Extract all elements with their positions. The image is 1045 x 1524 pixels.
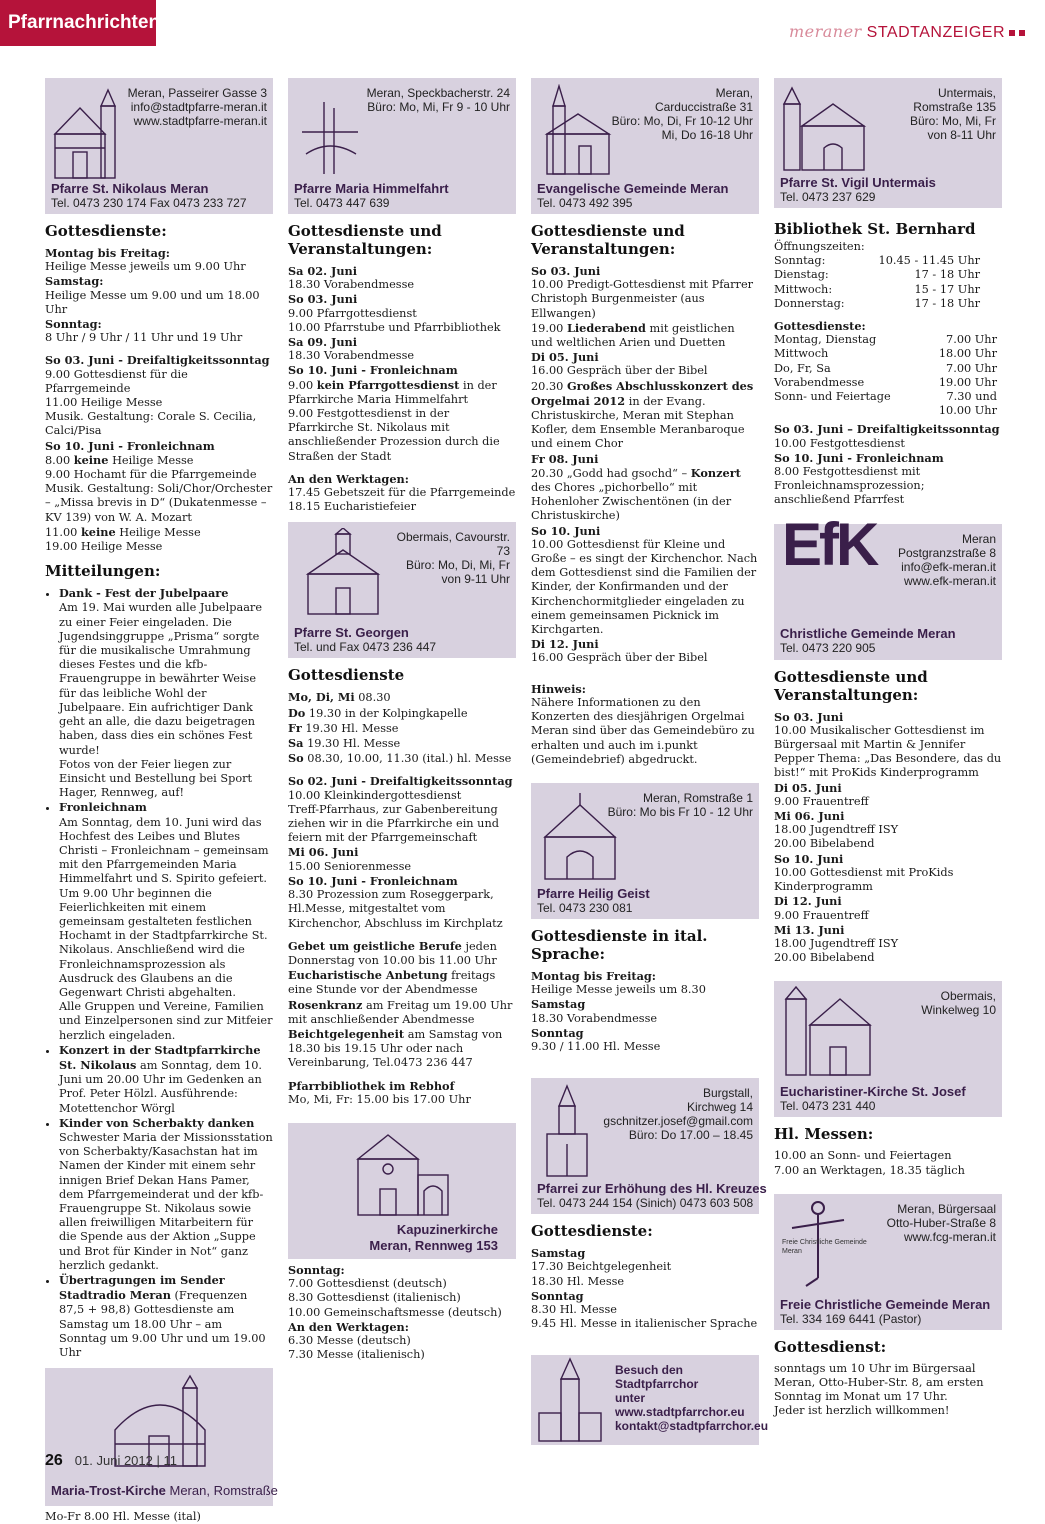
parish-box-st-nikolaus: Meran, Passeirer Gasse 3 info@stadtpfarre-meran.it www.stadtpfarre-meran.it Pfarre St. Nikolaus Meran Tel. 0473 230 174 Fax 0473 233 727 xyxy=(45,78,273,214)
parish-box-fcg: Freie Christliche Gemeinde Meran Meran, Bürgersaal Otto-Huber-Straße 8 www.fcg-meran.it Freie Christliche Gemeinde Meran Tel. 334 169 6441 (Pastor) xyxy=(774,1194,1002,1330)
column-2: Meran, Speckbacherstr. 24 Büro: Mo, Mi, Fr 9 - 10 Uhr Pfarre Maria Himmelfahrt Tel. 0473 447 639 Gottesdienste und Veranstaltungen: Sa 02. Juni 18.30 Vorabendmesse So 03. Juni 9.00 Pfarrgottesdienst 10.00 Pfarrstube und Pfarrbibliothek Sa 09. Juni 18.30 Vorabendmesse So 10. Juni - Fronleichnam 9.00 kein Pfarrgottesdienst in der Pfarrkirche Maria Himmelfahrt 9.00 Festgottesdienst in der Pfarrkirche St. Nikolaus mit anschließender Prozession durch die Straßen der Stadt An den Werktagen: 17.45 Gebetszeit für die Pfarrgemeinde 18.15 Eucharistiefeier Obermais, Cavourstr. 73 Büro: Mo, Di, Mi, Fr von 9-11 Uhr Pfarre St. Georgen Tel. und Fax 0473 236 447 Gottesdienste Mo, Di, Mi 08.30 Do 19.30 in der Kolpingkapelle Fr 19.30 Hl. Messe Sa 19.30 Hl. Messe So 08.30, 10.00, 11.30 (ital.) hl. Messe So 02. Juni - Dreifaltigkeitssonntag 10.00 Kleinkindergottesdienst Treff-Pfarrhaus, zur Gabenbereitung ziehen wir in die Pfarrkirche ein und feiern mit der Pfarrgemeinschaft Mi 06. Juni 15.00 Seniorenmesse So 10. Juni - Fronleichnam 8.30 Prozession zum Roseggerpark, Hl.Messe, mitgestaltet vom Kirchenchor, Abschluss im Kirchplatz Gebet um geistliche Berufe jeden Donnerstag von 10.00 bis 11.00 Uhr Eucharistische Anbetung freitags eine Stunde vor der Abendmesse Rosenkranz am Freitag um 19.00 Uhr mit anschließender Abendmesse Beichtgelegenheit am Samstag von 18.30 bis 19.15 Uhr oder nach Vereinbarung, Tel.0473 236 447 Pfarrbibliothek im Rebhof Mo, Mi, Fr: 15.00 bis 17.00 Uhr Kapuzinerkirche Meran, Rennweg 153 Sonntag: 7.00 Gottesdienst (deutsch) 8.30 Gottesdienst (italienisch) 10.00 Gemeinschaftsmesse (deutsch) An den Werktagen: 6.30 Messe (deutsch) 7.30 Messe (italienisch) xyxy=(288,78,516,1362)
stadtpfarrchor-box: Besuch den Stadtpfarrchor unter www.stadtpfarrchor.eu kontakt@stadtpfarrchor.eu xyxy=(531,1355,759,1445)
heading: Gottesdienste: xyxy=(45,222,167,240)
heading: Bibliothek St. Bernhard xyxy=(774,220,976,238)
church-icon xyxy=(348,1129,458,1219)
church-icon xyxy=(537,1084,597,1180)
church-icon xyxy=(298,528,388,618)
notice-list: • Dank - Fest der Jubelpaare Am 19. Mai wurden alle Jubelpaare zu einer Feier eingeladen. Die Jugendsinggruppe „Prisma“ sorgte für die musikalische Umrahmung dieses Festes und die kfb-Frauengruppe in bewährter Weise für das leibliche Wohl der Jubelpaare. Ein aufrichtiger Dank geht an alle, die dazu beigetragen haben, dass dies ein schönes Fest wurde! Fotos von der Feier liegen zur Einsicht und Bestellung bei Sport Hager, Rennweg, auf! • Fronleichnam Am Sonntag, dem 10. Juni wird das Hochfest des Leibes und Blutes Christi – Fronleichnam – gemeinsam mit den Pfarrgemeinden Maria Himmelfahrt und S. Spirito gefeiert. Um 9.00 Uhr beginnen die Feierlichkeiten mit einem gemeinsam gestalteten festlichen Hochamt in der Stadtpfarrkirche St. Nikolaus. Anschließend wird die Fronleichnamsprozession als Ausdruck des Glaubens an die Gegenwart Christi abgehalten. Alle Gruppen und Vereine, Familien und Einzelpersonen sind zur Mitfeier herzlich eingeladen. • Konzert in der Stadtpfarrkirche St. Nikolaus am Sonntag, dem 10. Juni um 20.00 Uhr im Gedenken an Prof. Peter Hölzl. Ausführende: Motettenchor Wörgl • Kinder von Scherbakty danken Schwester Maria der Missionsstation von Scherbakty/Kasachstan hat im Namen der Kinder mit einem sehr innigen Brief Dekan Hans Pamer, dem Pfarrgemeinderat und der kfb-Frauengruppe St. Nikolaus sowie allen freiwilligen Mitarbeitern für die Spende aus der Aktion „Suppe und Brot für Kinder in Not“ ganz herzlich gedankt. • Übertragungen im Sender Stadtradio Meran (Frequenzen 87,5 + 98,8) Gottesdienste am Samstag um 18.00 Uhr – am Sonntag um 9.00 Uhr und um 19.00 Uhr xyxy=(45,586,273,1360)
parish-box-heilig-geist: Meran, Romstraße 1 Büro: Mo bis Fr 10 - 12 Uhr Pfarre Heilig Geist Tel. 0473 230 081 xyxy=(531,783,759,919)
parish-box-st-josef: Obermais, Winkelweg 10 Eucharistiner-Kirche St. Josef Tel. 0473 231 440 xyxy=(774,981,1002,1117)
church-icon xyxy=(51,86,121,182)
church-icon xyxy=(780,84,870,174)
church-tower-icon xyxy=(535,1357,605,1443)
heading: Mitteilungen: xyxy=(45,562,161,581)
parish-box-maria-trost: Maria-Trost-Kirche Meran, Romstraße xyxy=(45,1368,273,1506)
parish-box-efk: EfK Meran Postgranzstraße 8 info@efk-meran.it www.efk-meran.it Christliche Gemeinde Meran Tel. 0473 220 905 xyxy=(774,524,1002,660)
heading: Gottesdienste und Veranstaltungen: xyxy=(531,222,685,258)
parish-box-st-georgen: Obermais, Cavourstr. 73 Büro: Mo, Di, Mi, Fr von 9-11 Uhr Pfarre St. Georgen Tel. und Fax 0473 236 447 xyxy=(288,522,516,658)
section-tab: Pfarrnachrichten xyxy=(0,0,156,46)
heading: Gottesdienste: xyxy=(531,1222,653,1241)
column-1: Meran, Passeirer Gasse 3 info@stadtpfarre-meran.it www.stadtpfarre-meran.it Pfarre St. Nikolaus Meran Tel. 0473 230 174 Fax 0473 233 727 Gottesdienste: Montag bis Freitag: Heilige Messe jeweils um 9.00 Uhr Samstag: Heilige Messe um 9.00 und um 18.00 Uhr Sonntag: 8 Uhr / 9 Uhr / 11 Uhr und 19 Uhr So 03. Juni - Dreifaltigkeitssonntag 9.00 Gottesdienst für die Pfarrgemeinde 11.00 Heilige Messe Musik. Gestaltung: Corale S. Cecilia, Calci/Pisa So 10. Juni - Fronleichnam 8.00 keine Heilige Messe 9.00 Hochamt für die Pfarrgemeinde Musik. Gestaltung: Soli/Chor/Orchester – „Missa brevis in D“ (Dukatenmesse – KV 139) von W. A. Mozart 11.00 keine Heilige Messe 19.00 Heilige Messe Mitteilungen: • Dank - Fest der Jubelpaare Am 19. Mai wurden alle Jubelpaare zu einer Feier eingeladen. Die Jugendsinggruppe „Prisma“ sorgte für die musikalische Umrahmung dieses Festes und die kfb-Frauengruppe in bewährter Weise für das leibliche Wohl der Jubelpaare. Ein aufrichtiger Dank geht an alle, die dazu beigetragen haben, dass dies ein schönes Fest wurde! Fotos von der Feier liegen zur Einsicht und Bestellung bei Sport Hager, Rennweg, auf! • Fronleichnam Am Sonntag, dem 10. Juni wird das Hochfest des Leibes und Blutes Christi – Fronleichnam – gemeinsam mit den Pfarrgemeinden Maria Himmelfahrt und S. Spirito gefeiert. Um 9.00 Uhr beginnen die Feierlichkeiten mit einem gemeinsam gestalteten festlichen Hochamt in der Stadtpfarrkirche St. Nikolaus. Anschließend wird die Fronleichnamsprozession als Ausdruck des Glaubens an die Gegenwart Christi abgehalten. Alle Gruppen und Vereine, Familien und Einzelpersonen sind zur Mitfeier herzlich eingeladen. • Konzert in der Stadtpfarrkirche St. Nikolaus am Sonntag, dem 10. Juni um 20.00 Uhr im Gedenken an Prof. Peter Hölzl. Ausführende: Motettenchor Wörgl • Kinder von Scherbakty danken Schwester Maria der Missionsstation von Scherbakty/Kasachstan hat im Namen der Kinder mit einem sehr innigen Brief Dekan Hans Pamer, dem Pfarrgemeinderat und der kfb-Frauengruppe St. Nikolaus sowie allen freiwilligen Mitarbeitern für die Spende aus der Aktion „Suppe und Brot für Kinder in Not“ ganz herzlich gedankt. • Übertragungen im Sender Stadtradio Meran (Frequenzen 87,5 + 98,8) Gottesdienste am Samstag um 18.00 Uhr – am Sonntag um 9.00 Uhr und um 19.00 Uhr Maria-Trost-Kirche Meran, Romstraße Mo-Fr 8.00 Hl. Messe (ital) xyxy=(45,78,273,1524)
cross-logo-icon xyxy=(296,98,366,178)
parish-box-maria-himmelfahrt: Meran, Speckbacherstr. 24 Büro: Mo, Mi, Fr 9 - 10 Uhr Pfarre Maria Himmelfahrt Tel. 0473 447 639 xyxy=(288,78,516,214)
heading: Gottesdienst: xyxy=(774,1337,887,1356)
parish-name: Pfarre St. Nikolaus Meran xyxy=(51,180,209,196)
heading: Gottesdienste in ital. Sprache: xyxy=(531,926,708,963)
heading: Gottesdienste und Veranstaltungen: xyxy=(288,222,442,258)
church-icon xyxy=(780,985,876,1085)
heading: Gottesdienste und Veranstaltungen: xyxy=(774,667,928,704)
heading: Gottesdienste xyxy=(288,666,405,685)
brand-logo: meraner STADTANZEIGER xyxy=(789,22,1025,42)
page-footer: 26 01. Juni 2012 | 11 xyxy=(45,1452,177,1469)
heading: Hl. Messen: xyxy=(774,1125,874,1144)
efk-logo: EfK xyxy=(782,510,877,578)
parish-box-st-vigil: Untermais, Romstraße 135 Büro: Mo, Mi, Fr von 8-11 Uhr Pfarre St. Vigil Untermais Tel. 0473 237 629 xyxy=(774,78,1002,208)
parish-box-hl-kreuz: Burgstall, Kirchweg 14 gschnitzer.josef@gmail.com Büro: Do 17.00 – 18.45 Pfarrei zur Erhöhung des Hl. Kreuzes Tel. 0473 244 154 (Sinich) 0473 603 508 xyxy=(531,1078,759,1214)
parish-box-evangelisch: Meran, Carduccistraße 31 Büro: Mo, Di, Fr 10-12 Uhr Mi, Do 16-18 Uhr Evangelische Gemeinde Meran Tel. 0473 492 395 xyxy=(531,78,759,214)
column-4: Untermais, Romstraße 135 Büro: Mo, Mi, Fr von 8-11 Uhr Pfarre St. Vigil Untermais Tel. 0473 237 629 Bibliothek St. Bernhard Öffnungszeiten: Sonntag: 10.45 - 11.45 Uhr Dienstag: 17 - 18 Uhr Mittwoch: 15 - 17 Uhr Donnerstag: 17 - 18 Uhr Gottesdienste: Montag, Dienstag 7.00 Uhr Mittwoch 18.00 Uhr Do, Fr, Sa 7.00 Uhr Vorabendmesse 19.00 Uhr Sonn- und Feiertage 7.30 und 10.00 Uhr So 03. Juni – Dreifaltigkeitssonntag 10.00 Festgottesdienst So 10. Juni - Fronleichnam 8.00 Festgottesdienst mit Fronleichnamsprozession; anschließend Pfarrfest EfK Meran Postgranzstraße 8 info@efk-meran.it www.efk-meran.it Christliche Gemeinde Meran Tel. 0473 220 905 Gottesdienste und Veranstaltungen: So 03. Juni 10.00 Musikalischer Gottesdienst im Bürgersaal mit Martin & Jennifer Pepper Thema: „Das Besondere, das du bist!“ mit ProKids Kinderprogramm Di 05. Juni 9.00 Frauentreff Mi 06. Juni 18.00 Jugendtreff ISY 20.00 Bibelabend So 10. Juni 10.00 Gottesdienst mit ProKids Kinderprogramm Di 12. Juni 9.00 Frauentreff Mi 13. Juni 18.00 Jugendtreff ISY 20.00 Bibelabend Obermais, Winkelweg 10 Eucharistiner-Kirche St. Josef Tel. 0473 231 440 Hl. Messen: 10.00 an Sonn- und Feiertagen 7.00 an Werktagen, 18.35 täglich Freie Christliche Gemeinde Meran Meran, Bürgersaal Otto-Huber-Straße 8 www.fcg-meran.it Freie Christliche Gemeinde Meran Tel. 334 169 6441 (Pastor) Gottesdienst: sonntags um 10 Uhr im Bürgersaal Meran, Otto-Huber-Str. 8, am ersten Sonntag im Monat um 17 Uhr. Jeder ist herzlich willkommen! xyxy=(774,78,1002,1419)
parish-box-kapuzinerkirche: Kapuzinerkirche Meran, Rennweg 153 xyxy=(288,1123,516,1259)
column-3: Meran, Carduccistraße 31 Büro: Mo, Di, Fr 10-12 Uhr Mi, Do 16-18 Uhr Evangelische Gemeinde Meran Tel. 0473 492 395 Gottesdienste und Veranstaltungen: So 03. Juni 10.00 Predigt-Gottesdienst mit Pfarrer Christoph Burgenmeister (aus Ellwangen) 19.00 Liederabend mit geistlichen und weltlichen Arien und Duetten Di 05. Juni 16.00 Gespräch über der Bibel 20.30 Großes Abschlusskonzert des Orgelmai 2012 in der Evang. Christuskirche, Meran mit Stephan Kofler, dem Ensemble Meranbaroque und einem Chor Fr 08. Juni 20.30 „Godd had gsochd“ – Konzert des Chores „pichorbello“ mit Hohenloher Zwischentönen (in der Christuskirche) So 10. Juni 10.00 Gottesdienst für Kleine und Große – es singt der Kirchenchor. Nach dem Gottesdienst sind die Familien der Kinder, der Konfirmanden und der Kirchenchormitglieder eingeladen zu einem gemeinsamen Picknick im Kirchgarten. Di 12. Juni 16.00 Gespräch über der Bibel Hinweis: Nähere Informationen zu den Konzerten des diesjährigen Orgelmai Meran sind über das Gemeindebüro zu erhalten und auch im i.punkt (Gemeindebrief) abgedruckt. Meran, Romstraße 1 Büro: Mo bis Fr 10 - 12 Uhr Pfarre Heilig Geist Tel. 0473 230 081 Gottesdienste in ital. Sprache: Montag bis Freitag: Heilige Messe jeweils um 8.30 Samstag 18.30 Vorabendmesse Sonntag 9.30 / 11.00 Hl. Messe Burgstall, Kirchweg 14 gschnitzer.josef@gmail.com Büro: Do 17.00 – 18.45 Pfarrei zur Erhöhung des Hl. Kreuzes Tel. 0473 244 154 (Sinich) 0473 603 508 Gottesdienste: Samstag 17.30 Beichtgelegenheit 18.30 Hl. Messe Sonntag 8.30 Hl. Messe 9.45 Hl. Messe in italienischer Sprache Besuch den Stadtpfarrchor unter www.stadtpfarrchor.eu kontakt@stadtpfarrchor.eu xyxy=(531,78,759,1445)
parish-phone: Tel. 0473 230 174 Fax 0473 233 727 xyxy=(51,195,247,210)
church-icon xyxy=(539,84,619,180)
